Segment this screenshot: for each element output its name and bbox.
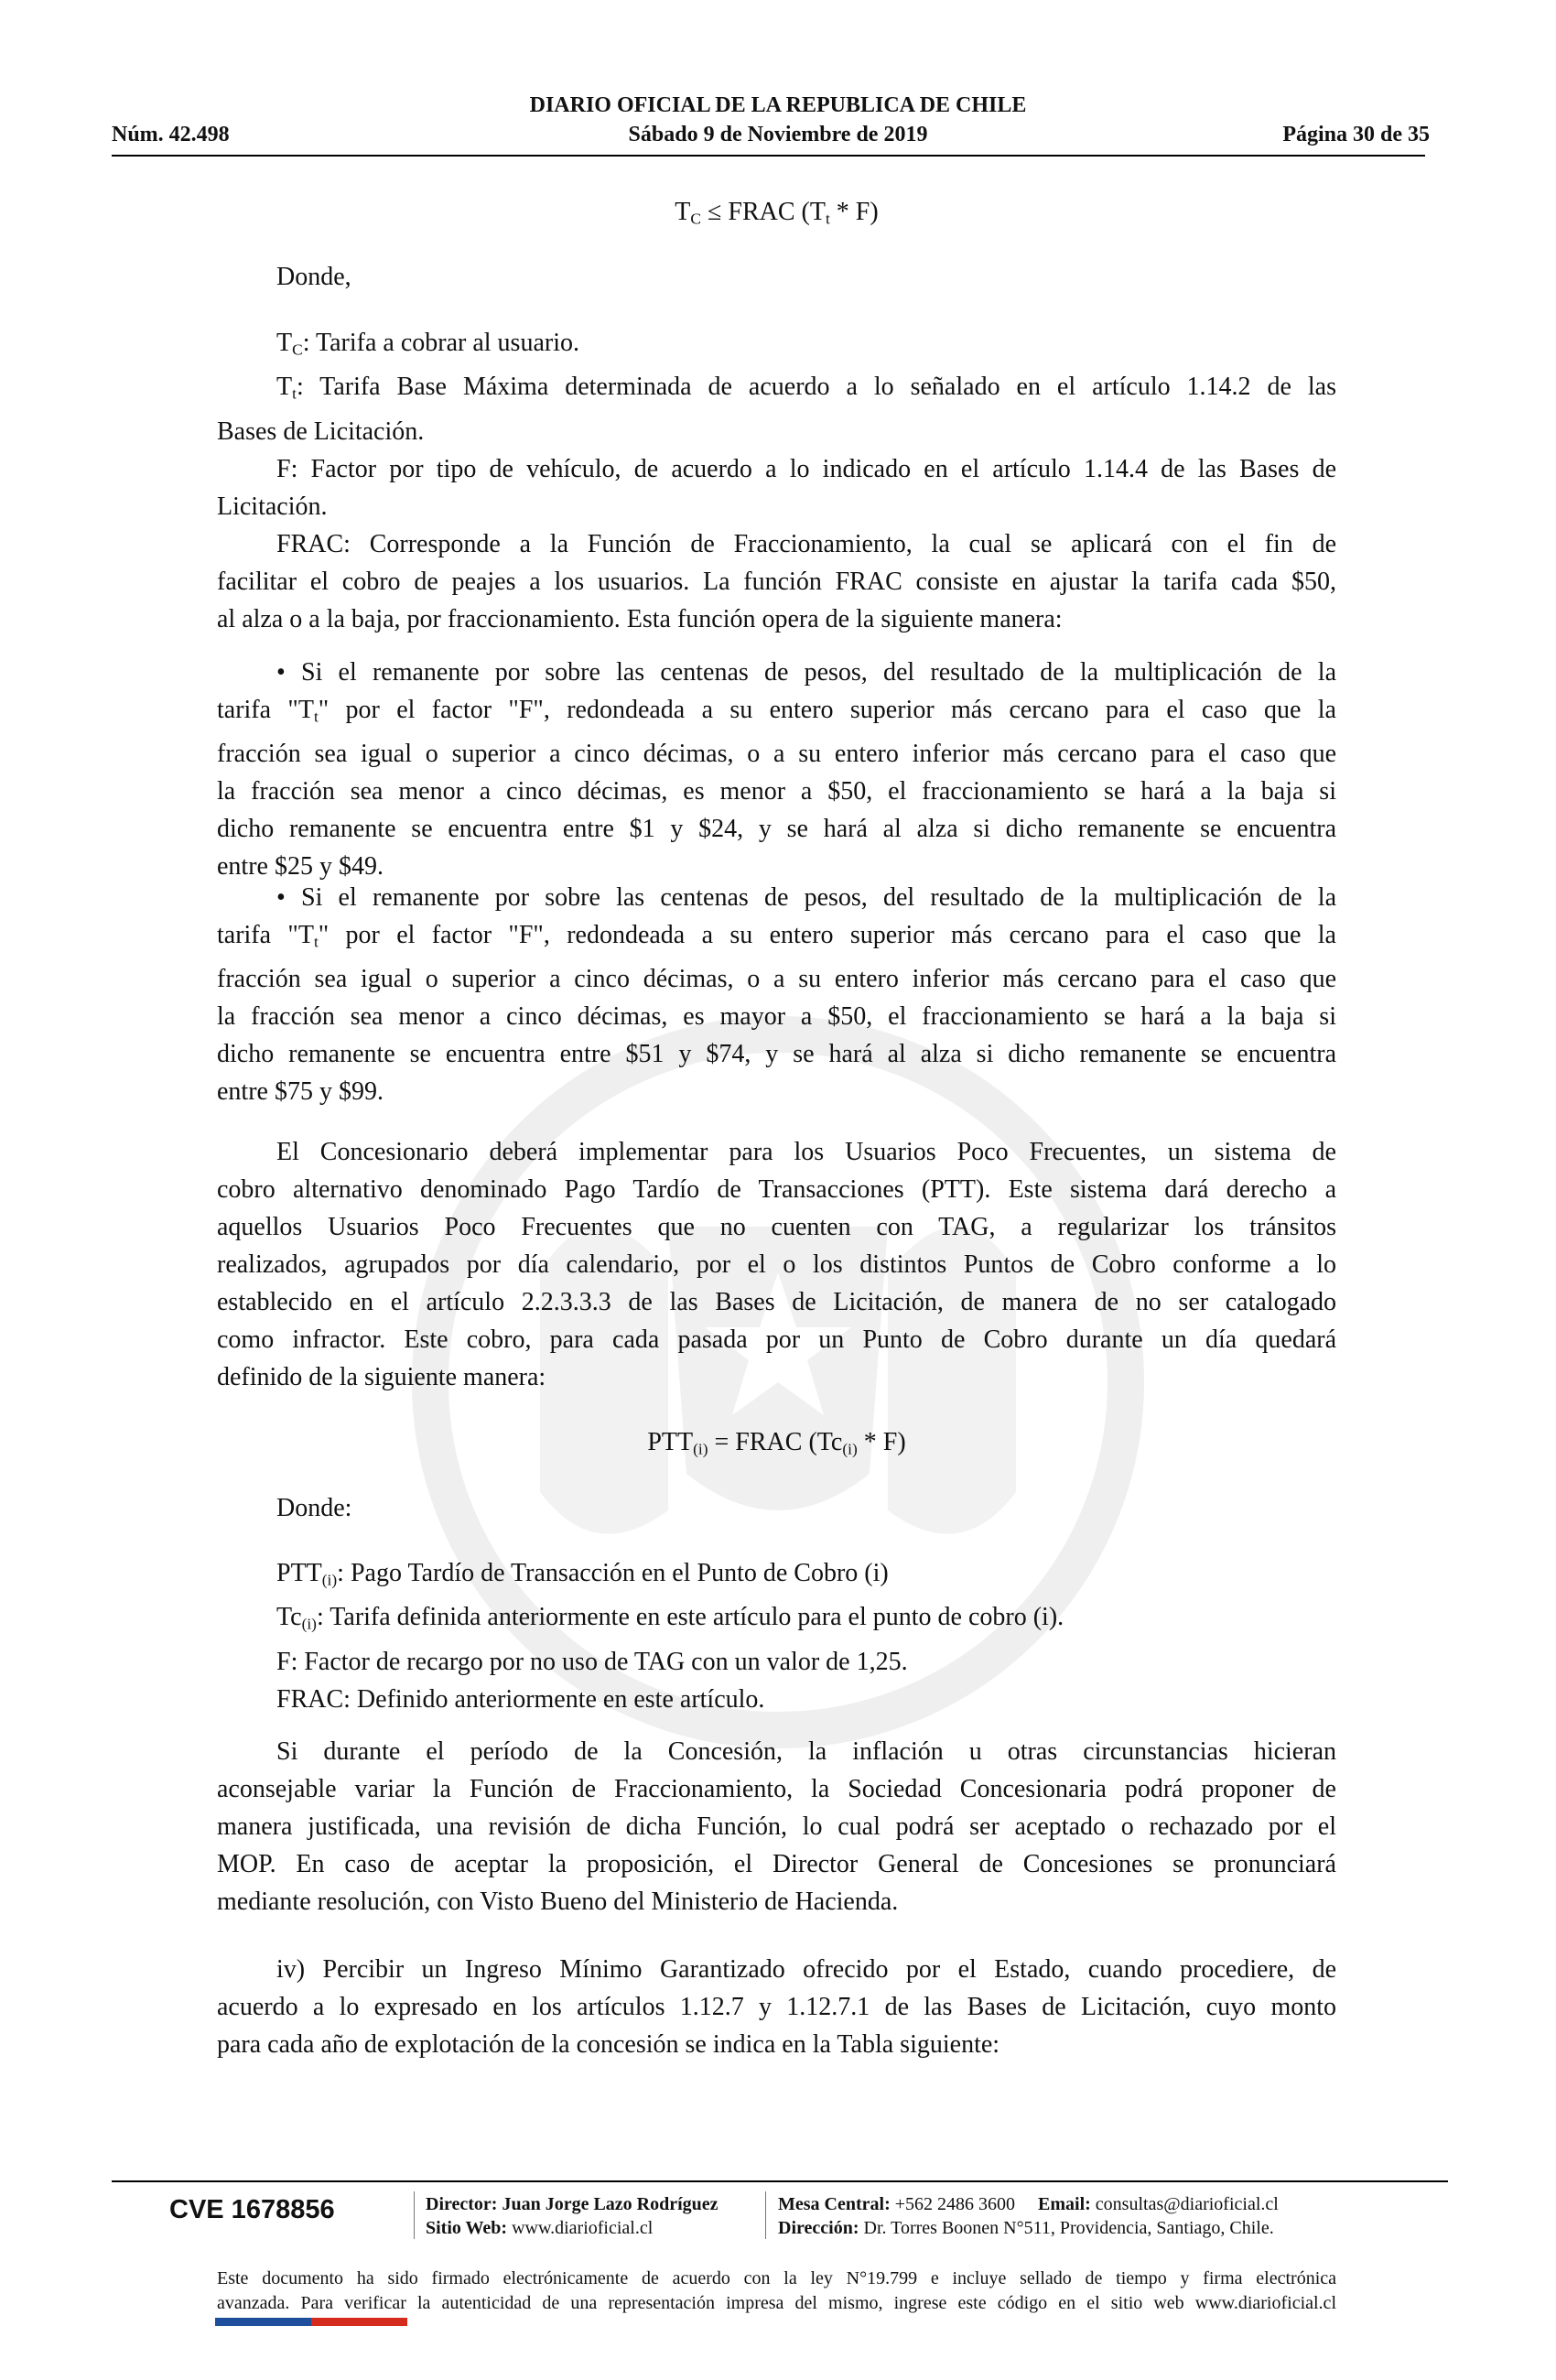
inflation-paragraph: Si durante el período de la Concesión, la inflación u otras circunstancias hicieran aconsejable variar la Función de Fraccionamiento, la Sociedad Concesionaria podrá proponer de manera justificada, una revisión de dicha Función, lo cual podrá ser aceptado o rechazado por el MOP. En caso de aceptar la proposición, el Director General de Concesiones se pronunciará mediante resolución, con Visto Bueno del Ministerio de Hacienda.	[217, 1737, 1336, 1916]
page-number: Página 30 de 35	[1282, 123, 1430, 146]
director-name: Juan Jorge Lazo Rodríguez	[502, 2194, 719, 2214]
ptt-paragraph: El Concesionario deberá implementar para los Usuarios Poco Frecuentes, un sistema de cobro alternativo denominado Pago Tardío de Transacciones (PTT). Este sistema dará derecho a aquellos Usuarios Poco Frecuentes que no cuenten con TAG, a regularizar los tránsitos realizados, agrupados por día calendario, por el o los distintos Puntos de Cobro conforme a lo establecido en el artículo 2.2.3.3.3 de las Bases de Licitación, de manera de no ser catalogado como infractor. Este cobro, para cada pasada por un Punto de Cobro durante un día quedará definido de la siguiente manera:	[217, 1138, 1336, 1391]
def-frac-line-1: FRAC: Corresponde a la Función de Fraccionamiento, la cual se aplicará con el fin de	[276, 529, 1336, 558]
issue-date: Sábado 9 de Noviembre de 2019	[628, 123, 928, 146]
site-link[interactable]: www.diarioficial.cl	[512, 2218, 654, 2238]
def-tci: $Tc_{(i)}$: Tarifa definida anteriormente en este artículo para el punto de cobro (i).	[276, 1603, 1064, 1633]
def-tt-line-2: Bases de Licitación.	[217, 416, 425, 446]
def-f-2: F: Factor de recargo por no uso de TAG con un valor de 1,25.	[276, 1647, 908, 1676]
phone: +562 2486 3600	[894, 2194, 1016, 2214]
bullet-2: • Si el remanente por sobre las centenas de pesos, del resultado de la multiplicación de la tarifa "$T_t$" por el factor "F", redondeada a su entero superior más cercano para el caso que la fracción sea igual o superior a cinco décimas, o a su entero inferior más cercano para el caso que la fracción sea menor a cinco décimas, es mayor a $50, el fraccionamiento se hará a la baja si dicho remanente se encuentra entre $51 y $74, y se hará al alza si dicho remanente se encuentra entre $75 y $99.	[217, 883, 1336, 1107]
formula-ptt: $PTT_{(i)}$ = FRAC $(Tc_{(i)} * F)$	[647, 1428, 906, 1458]
definitions-1	[217, 324, 1336, 638]
ingreso-minimo-paragraph: iv) Percibir un Ingreso Mínimo Garantizado ofrecido por el Estado, cuando procediere, de acuerdo a lo expresado en los artículos 1.12.7 y 1.12.7.1 de las Bases de Licitación, cuyo monto para cada año de explotación de la concesión se indica en la Tabla siguiente:	[217, 1955, 1336, 2059]
def-ptt: $PTT_{(i)}$: Pago Tardío de Transacción en el Punto de Cobro (i)	[276, 1559, 889, 1589]
header-rule	[112, 155, 1425, 157]
bullet-1: • Si el remanente por sobre las centenas de pesos, del resultado de la multiplicación de la tarifa "$T_t$" por el factor "F", redondeada a su entero superior más cercano para el caso que la fracción sea igual o superior a cinco décimas, o a su entero inferior más cercano para el caso que la fracción sea menor a cinco décimas, es menor a $50, el fraccionamiento se hará a la baja si dicho remanente se encuentra entre $1 y $24, y se hará al alza si dicho remanente se encuentra entre $25 y $49.	[217, 658, 1336, 882]
address: Dr. Torres Boonen N°511, Providencia, Santiago, Chile.	[863, 2218, 1274, 2238]
def-tc: $T_C$: Tarifa a cobrar al usuario.	[276, 329, 579, 359]
donde-label-2: Donde:	[276, 1494, 352, 1522]
def-frac-line-2: facilitar el cobro de peajes a los usuarios. La función FRAC consiste en ajustar la tarifa cada $50,	[217, 567, 1336, 596]
footer-director-block: Director: Juan Jorge Lazo Rodríguez Sitio Web: www.diarioficial.cl	[426, 2194, 719, 2238]
issue-number: Núm. 42.498	[112, 123, 230, 146]
flag-bar-red	[311, 2318, 407, 2326]
footer-legal-notice: Este documento ha sido firmado electrónicamente de acuerdo con la ley N°19.799 e incluye sellado de tiempo y firma electrónica avanzada. Para verificar la autenticidad de una representación impresa del mismo, ingrese este código en el sitio web www.diarioficial.cl	[217, 2268, 1336, 2313]
def-frac-2: FRAC: Definido anteriormente en este artículo.	[276, 1684, 765, 1714]
cve-code: CVE 1678856	[169, 2195, 335, 2224]
footer-separator	[765, 2191, 766, 2239]
donde-label-1: Donde,	[276, 263, 351, 291]
newspaper-title: DIARIO OFICIAL DE LA REPUBLICA DE CHILE	[529, 93, 1027, 117]
email-link[interactable]: consultas@diarioficial.cl	[1095, 2194, 1279, 2214]
footer-separator	[414, 2191, 415, 2239]
def-f-line-2: Licitación.	[217, 492, 328, 521]
formula-tc: $T_C$ ≤ FRAC $(T_t * F)$	[675, 198, 879, 228]
def-f-line-1: F: Factor por tipo de vehículo, de acuerdo a lo indicado en el artículo 1.14.4 de las Bases de	[276, 454, 1336, 483]
def-frac-line-3: al alza o a la baja, por fraccionamiento. Esta función opera de la siguiente manera:	[217, 604, 1063, 633]
footer-contact-block: Mesa Central: +562 2486 3600 Email: consultas@diarioficial.cl Dirección: Dr. Torres Boonen N°511, Providencia, Santiago, Chile.	[778, 2194, 1279, 2238]
flag-bar-blue	[215, 2318, 311, 2326]
definitions-2	[217, 1554, 1336, 1718]
def-tt-line-1: $T_t$: Tarifa Base Máxima determinada de acuerdo a lo señalado en el artículo 1.14.2 de las	[276, 373, 1336, 403]
footer-rule	[112, 2180, 1448, 2182]
